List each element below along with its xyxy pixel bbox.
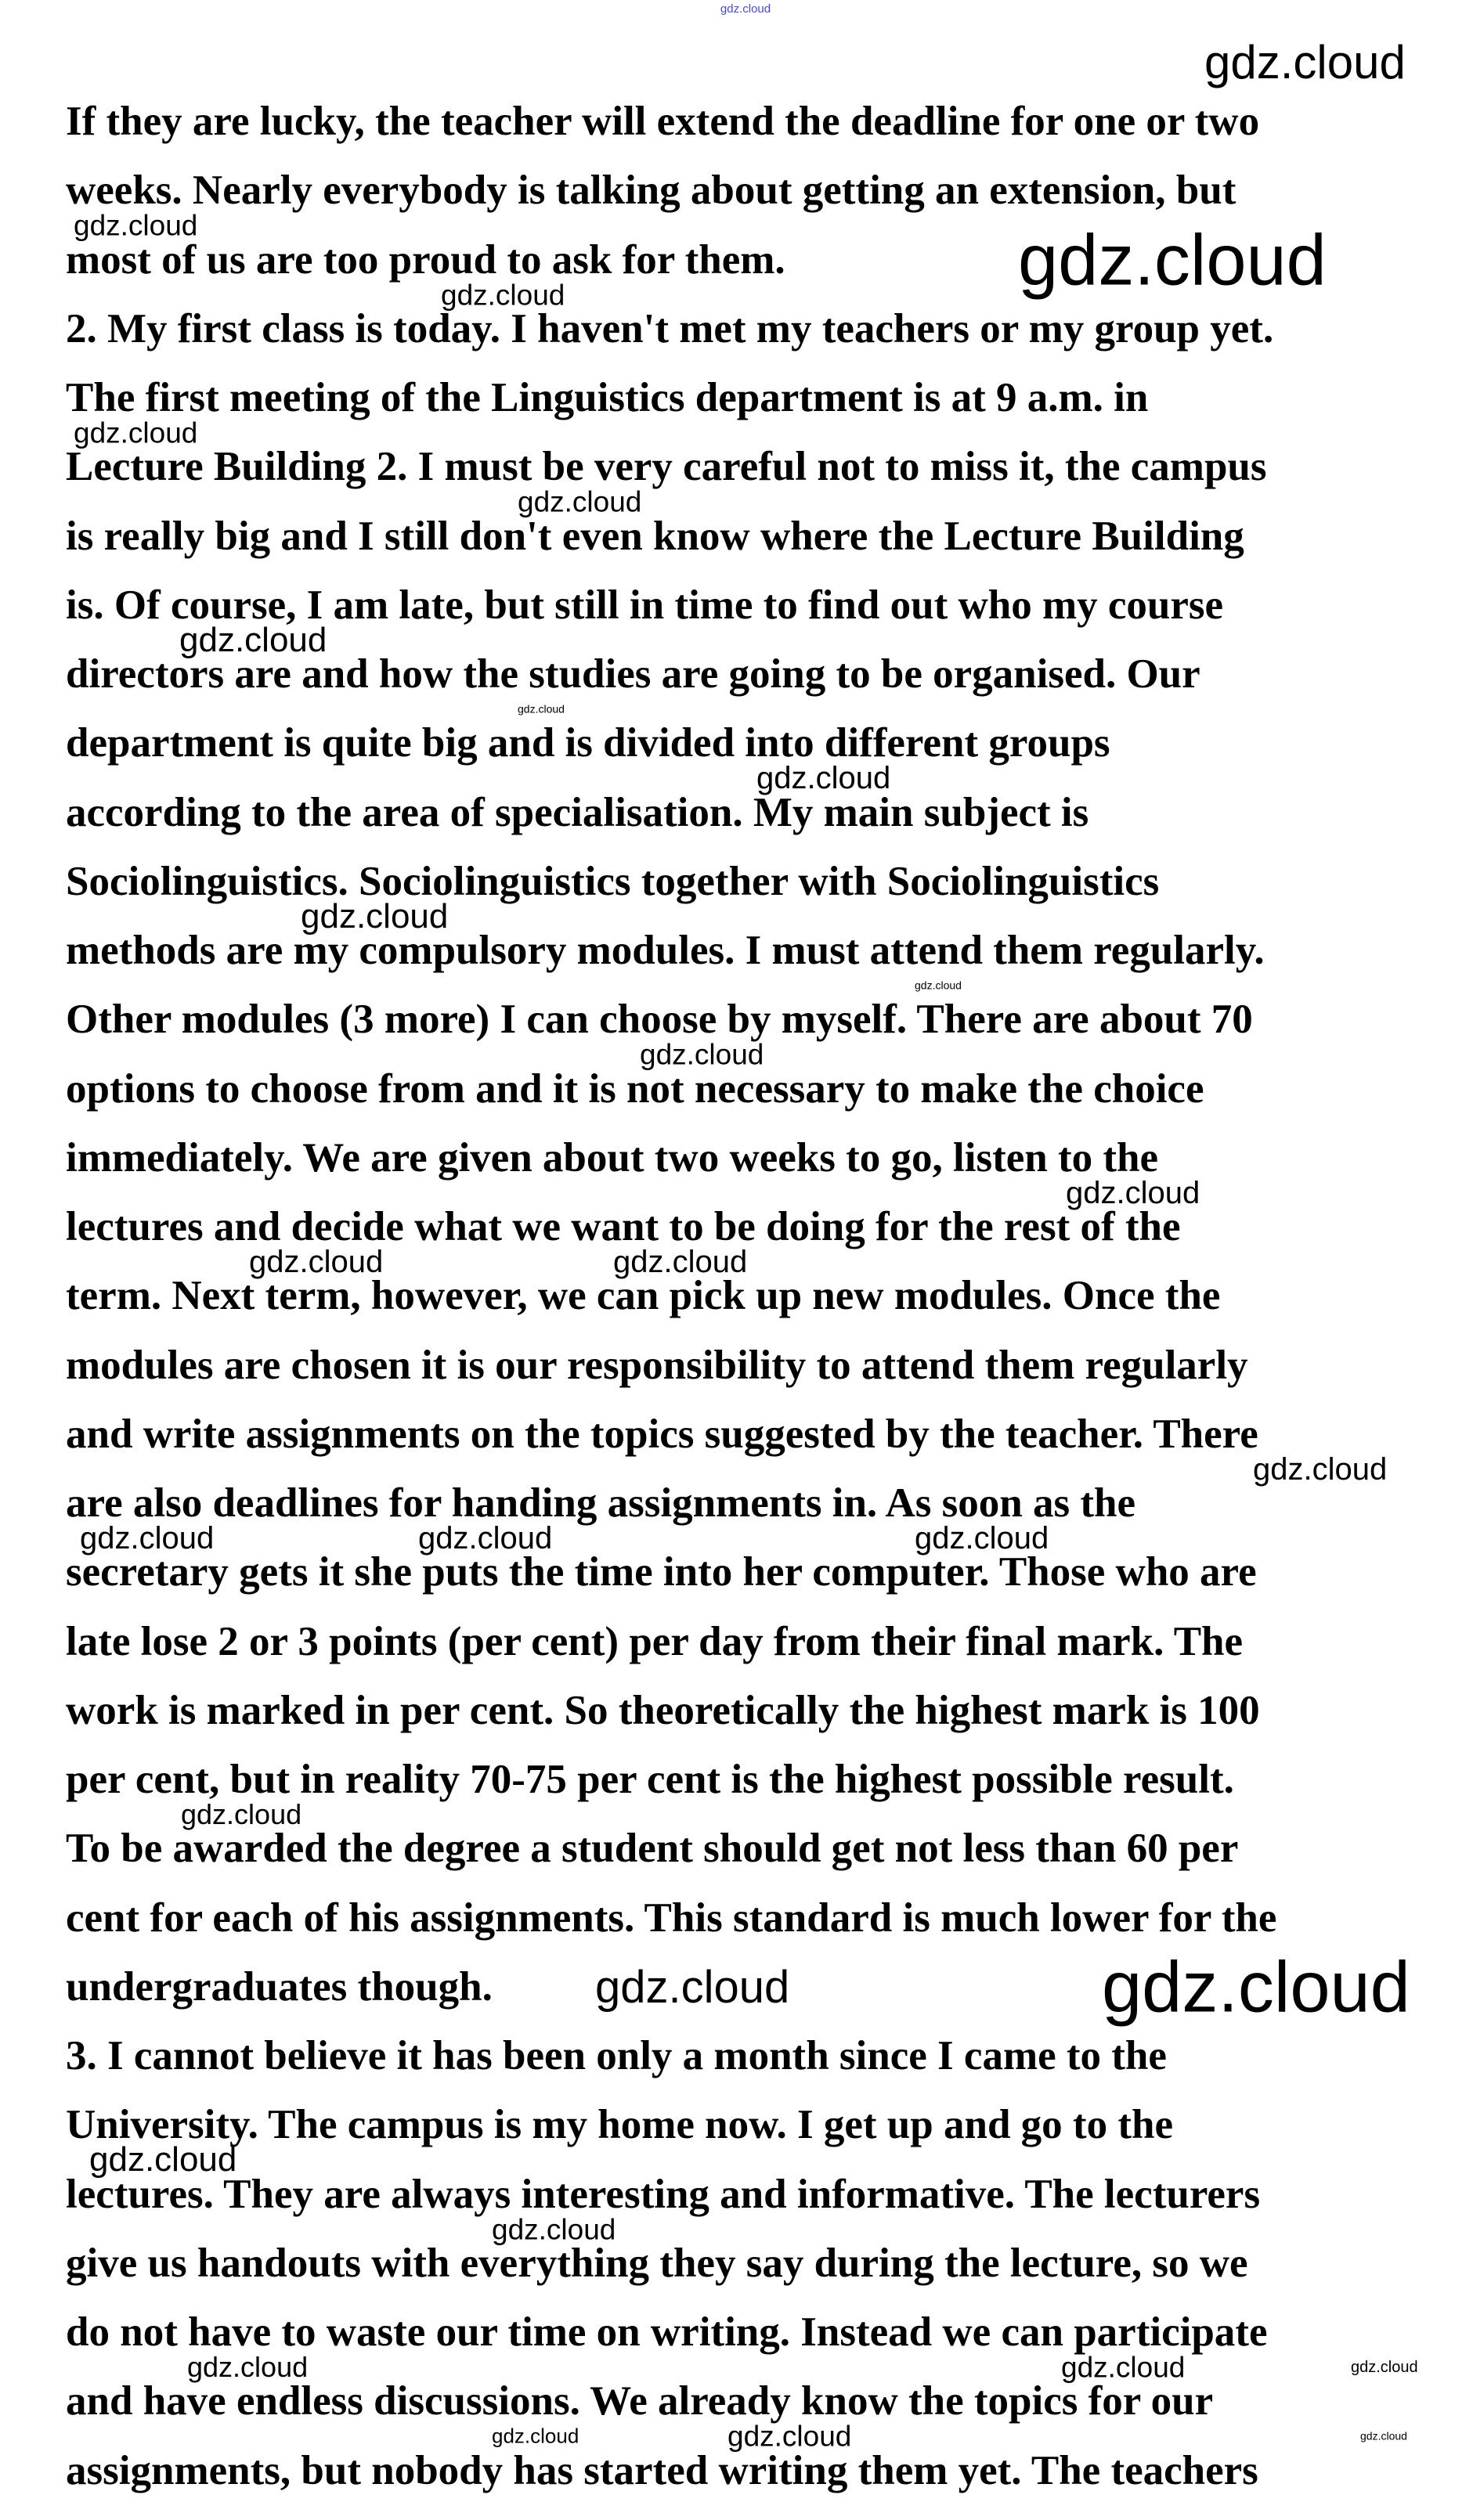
- text-line: work is marked in per cent. So theoretically the highest mark is 100: [66, 1687, 1260, 1733]
- text-line: The first meeting of the Linguistics department is at 9 a.m. in: [66, 375, 1149, 421]
- watermark: gdz.cloud: [1061, 2351, 1186, 2384]
- watermark: gdz.cloud: [518, 702, 565, 716]
- watermark: gdz.cloud: [179, 621, 327, 660]
- text-line: and write assignments on the topics suggested by the teacher. There: [66, 1411, 1258, 1457]
- text-line: Other modules (3 more) I can choose by myself. There are about 70: [66, 997, 1253, 1043]
- text-line: directors are and how the studies are going to be organised. Our: [66, 651, 1200, 698]
- watermark: gdz.cloud: [756, 761, 891, 796]
- watermark: gdz.cloud: [74, 416, 198, 449]
- text-line: options to choose from and it is not necessary to make the choice: [66, 1065, 1204, 1112]
- watermark: gdz.cloud: [181, 1797, 302, 1830]
- text-line: do not have to waste our time on writing. Instead we can participate: [66, 2309, 1268, 2356]
- watermark: gdz.cloud: [613, 1245, 748, 1280]
- watermark: gdz.cloud: [640, 1038, 764, 1071]
- watermark: gdz.cloud: [1253, 1451, 1388, 1487]
- text-line: department is quite big and is divided into different groups: [66, 720, 1110, 766]
- text-line: are also deadlines for handing assignments in. As soon as the: [66, 1480, 1136, 1527]
- text-line: To be awarded the degree a student should get not less than 60 per: [66, 1826, 1239, 1872]
- text-line: secretary gets it she puts the time into her computer. Those who are: [66, 1549, 1257, 1595]
- text-line: modules are chosen it is our responsibility to attend them regularly: [66, 1342, 1248, 1388]
- text-line: is. Of course, I am late, but still in time to find out who my course: [66, 582, 1224, 628]
- text-line: is really big and I still don't even know where the Lecture Building: [66, 513, 1244, 559]
- watermark: gdz.cloud: [1204, 36, 1406, 88]
- watermark: gdz.cloud: [1066, 1175, 1200, 1210]
- watermark: gdz.cloud: [80, 1521, 215, 1556]
- watermark: gdz.cloud: [418, 1521, 553, 1556]
- watermark: gdz.cloud: [518, 485, 642, 518]
- text-line: methods are my compulsory modules. I must attend them regularly.: [66, 928, 1265, 974]
- watermark: gdz.cloud: [441, 278, 565, 311]
- watermark: gdz.cloud: [915, 979, 962, 992]
- text-line: weeks. Nearly everybody is talking about getting an extension, but: [66, 168, 1237, 214]
- text-line: assignments, but nobody has started writing them yet. The teachers: [66, 2447, 1258, 2493]
- header-watermark: gdz.cloud: [720, 2, 771, 16]
- watermark: gdz.cloud: [1018, 220, 1327, 301]
- text-line: give us handouts with everything they say during the lecture, so we: [66, 2240, 1248, 2286]
- text-line: 2. My first class is today. I haven't met my teachers or my group yet.: [66, 305, 1274, 352]
- watermark: gdz.cloud: [492, 2212, 616, 2245]
- text-line: immediately. We are given about two weeks to go, listen to the: [66, 1134, 1159, 1181]
- text-line: Lecture Building 2. I must be very careful not to miss it, the campus: [66, 444, 1267, 490]
- text-line: University. The campus is my home now. I get up and go to the: [66, 2102, 1173, 2148]
- text-line: per cent, but in reality 70-75 per cent is the highest possible result.: [66, 1757, 1234, 1803]
- text-line: Sociolinguistics. Sociolinguistics together with Sociolinguistics: [66, 858, 1160, 904]
- text-line: most of us are too proud to ask for them.: [66, 236, 785, 283]
- watermark: gdz.cloud: [915, 1521, 1049, 1556]
- text-line: according to the area of specialisation. My main subject is: [66, 789, 1089, 835]
- text-line: undergraduates though.: [66, 1963, 493, 2010]
- watermark: gdz.cloud: [1102, 1947, 1410, 2028]
- watermark: gdz.cloud: [301, 897, 449, 936]
- watermark: gdz.cloud: [1360, 2430, 1407, 2443]
- text-line: lectures and decide what we want to be doing for the rest of the: [66, 1204, 1181, 1250]
- text-line: If they are lucky, the teacher will extend the deadline for one or two: [66, 99, 1260, 145]
- watermark: gdz.cloud: [249, 1245, 384, 1280]
- watermark: gdz.cloud: [492, 2424, 579, 2448]
- text-line: 3. I cannot believe it has been only a month since I came to the: [66, 2033, 1167, 2079]
- text-line: cent for each of his assignments. This standard is much lower for the: [66, 1895, 1277, 1941]
- watermark: gdz.cloud: [595, 1961, 790, 2013]
- watermark: gdz.cloud: [187, 2350, 309, 2383]
- watermark: gdz.cloud: [727, 2420, 852, 2453]
- watermark: gdz.cloud: [89, 2140, 237, 2179]
- text-line: and have endless discussions. We already know the topics for our: [66, 2378, 1214, 2424]
- watermark: gdz.cloud: [74, 209, 198, 242]
- watermark: gdz.cloud: [1351, 2359, 1418, 2377]
- text-line: late lose 2 or 3 points (per cent) per day from their final mark. The: [66, 1618, 1244, 1664]
- text-line: lectures. They are always interesting and informative. The lecturers: [66, 2171, 1261, 2217]
- text-line: term. Next term, however, we can pick up new modules. Once the: [66, 1273, 1221, 1319]
